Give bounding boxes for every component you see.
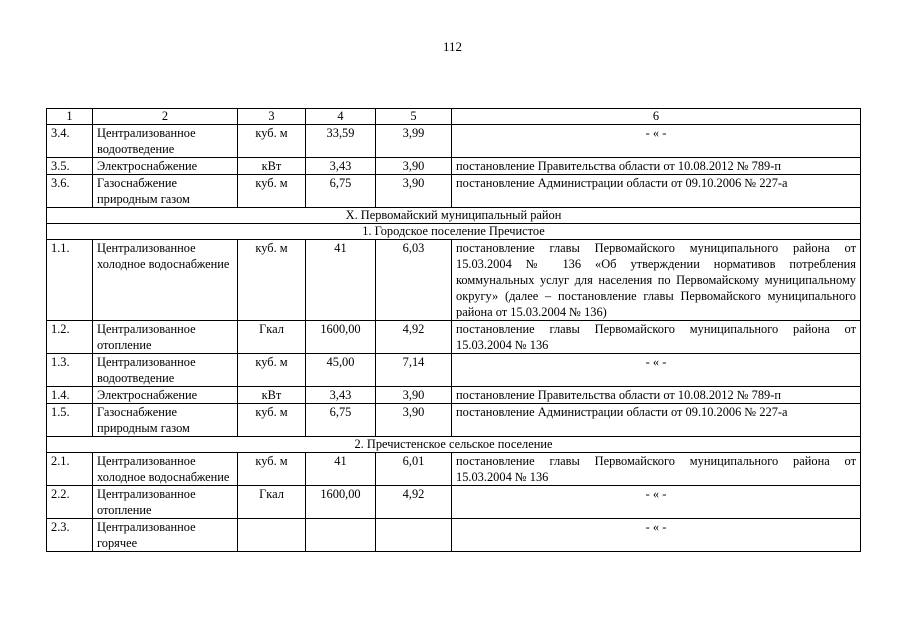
table-row xyxy=(47,175,861,208)
header-col-2: 2 xyxy=(93,109,238,125)
cell-value-4: 45,00 xyxy=(306,354,376,387)
cell-unit: куб. м xyxy=(238,453,306,486)
cell-unit: куб. м xyxy=(238,240,306,321)
cell-basis: постановление главы Первомайского муниципального района от 15.03.2004 № 136 «Об утверждении нормативов потребления коммунальных услуг для населения по Первомайскому муниципальному округу» (далее – постановление главы Первомайского муниципального района от 15.03.2004 № 136) xyxy=(452,240,861,321)
header-row xyxy=(47,109,861,125)
cell-value-5: 3,90 xyxy=(376,404,452,437)
cell-service: Централизованное холодное водоснабжение xyxy=(93,453,238,486)
cell-basis: постановление Администрации области от 09.10.2006 № 227-а xyxy=(452,175,861,208)
cell-value-4: 1600,00 xyxy=(306,321,376,354)
cell-unit xyxy=(238,519,306,552)
section-title: X. Первомайский муниципальный район xyxy=(47,208,861,224)
table-row xyxy=(47,486,861,519)
cell-basis: - « - xyxy=(452,486,861,519)
cell-value-4: 3,43 xyxy=(306,158,376,175)
section-row xyxy=(47,208,861,224)
cell-service: Централизованное горячее xyxy=(93,519,238,552)
table-row xyxy=(47,240,861,321)
table-body xyxy=(47,109,861,552)
cell-basis: постановление Правительства области от 10.08.2012 № 789-п xyxy=(452,158,861,175)
cell-basis: - « - xyxy=(452,125,861,158)
cell-service: Централизованное водоотведение xyxy=(93,354,238,387)
cell-value-4: 1600,00 xyxy=(306,486,376,519)
cell-value-5 xyxy=(376,519,452,552)
cell-service: Централизованное отопление xyxy=(93,486,238,519)
cell-basis: постановление главы Первомайского муниципального района от 15.03.2004 № 136 xyxy=(452,453,861,486)
header-col-6: 6 xyxy=(452,109,861,125)
section-row xyxy=(47,437,861,453)
table-row xyxy=(47,387,861,404)
cell-value-5: 4,92 xyxy=(376,486,452,519)
cell-number: 2.2. xyxy=(47,486,93,519)
section-row xyxy=(47,224,861,240)
cell-number: 1.3. xyxy=(47,354,93,387)
section-title: 2. Пречистенское сельское поселение xyxy=(47,437,861,453)
cell-value-4: 6,75 xyxy=(306,175,376,208)
table-row xyxy=(47,158,861,175)
cell-unit: Гкал xyxy=(238,486,306,519)
cell-service: Централизованное отопление xyxy=(93,321,238,354)
cell-unit: куб. м xyxy=(238,404,306,437)
cell-number: 3.5. xyxy=(47,158,93,175)
table-row xyxy=(47,354,861,387)
cell-unit: Гкал xyxy=(238,321,306,354)
header-col-3: 3 xyxy=(238,109,306,125)
cell-number: 3.4. xyxy=(47,125,93,158)
cell-number: 1.4. xyxy=(47,387,93,404)
cell-service: Централизованное водоотведение xyxy=(93,125,238,158)
cell-value-5: 7,14 xyxy=(376,354,452,387)
header-col-1: 1 xyxy=(47,109,93,125)
cell-value-4: 33,59 xyxy=(306,125,376,158)
cell-number: 2.1. xyxy=(47,453,93,486)
cell-basis: постановление Правительства области от 10.08.2012 № 789-п xyxy=(452,387,861,404)
tariff-table xyxy=(46,108,861,552)
cell-basis: постановление Администрации области от 09.10.2006 № 227-а xyxy=(452,404,861,437)
header-col-5: 5 xyxy=(376,109,452,125)
cell-number: 3.6. xyxy=(47,175,93,208)
cell-value-4 xyxy=(306,519,376,552)
table-row xyxy=(47,321,861,354)
table-row xyxy=(47,519,861,552)
cell-number: 1.1. xyxy=(47,240,93,321)
cell-number: 1.5. xyxy=(47,404,93,437)
cell-unit: куб. м xyxy=(238,175,306,208)
cell-value-5: 6,01 xyxy=(376,453,452,486)
cell-value-5: 3,90 xyxy=(376,158,452,175)
cell-value-5: 3,90 xyxy=(376,387,452,404)
cell-unit: кВт xyxy=(238,387,306,404)
cell-service: Электроснабжение xyxy=(93,387,238,404)
cell-value-4: 6,75 xyxy=(306,404,376,437)
cell-value-5: 6,03 xyxy=(376,240,452,321)
cell-basis: - « - xyxy=(452,354,861,387)
table-row xyxy=(47,404,861,437)
table-row xyxy=(47,453,861,486)
cell-value-5: 3,99 xyxy=(376,125,452,158)
cell-value-4: 41 xyxy=(306,453,376,486)
cell-basis: постановление главы Первомайского муниципального района от 15.03.2004 № 136 xyxy=(452,321,861,354)
cell-service: Газоснабжение природным газом xyxy=(93,175,238,208)
cell-number: 2.3. xyxy=(47,519,93,552)
table-row xyxy=(47,125,861,158)
page-number: 112 xyxy=(442,39,463,54)
cell-service: Централизованное холодное водоснабжение xyxy=(93,240,238,321)
cell-value-4: 3,43 xyxy=(306,387,376,404)
section-title: 1. Городское поселение Пречистое xyxy=(47,224,861,240)
cell-value-5: 3,90 xyxy=(376,175,452,208)
cell-unit: кВт xyxy=(238,158,306,175)
cell-basis: - « - xyxy=(452,519,861,552)
header-col-4: 4 xyxy=(306,109,376,125)
cell-value-5: 4,92 xyxy=(376,321,452,354)
cell-value-4: 41 xyxy=(306,240,376,321)
cell-number: 1.2. xyxy=(47,321,93,354)
cell-unit: куб. м xyxy=(238,354,306,387)
cell-service: Электроснабжение xyxy=(93,158,238,175)
cell-service: Газоснабжение природным газом xyxy=(93,404,238,437)
cell-unit: куб. м xyxy=(238,125,306,158)
